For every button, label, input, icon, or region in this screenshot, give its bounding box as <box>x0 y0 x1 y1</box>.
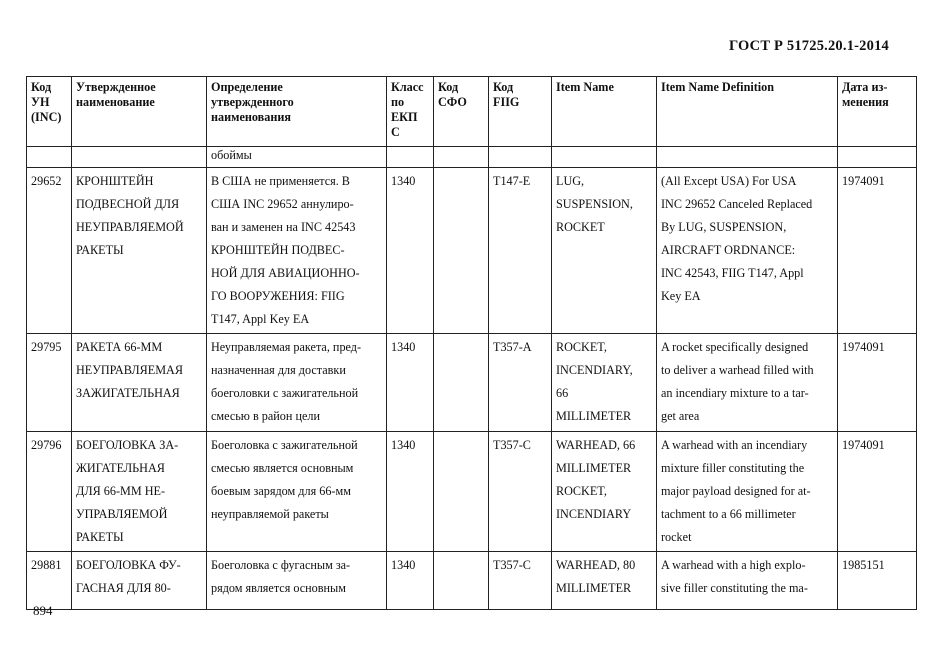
cell-line: УПРАВЛЯЕМОЙ <box>76 507 168 521</box>
cell-line: РАКЕТЫ <box>76 243 124 257</box>
item-name-cell <box>552 168 657 334</box>
continuation-row <box>27 147 917 168</box>
class-cell: 1340 <box>387 334 434 432</box>
col-def-ru-header <box>207 77 387 147</box>
header-line: Item Name <box>556 80 614 94</box>
header-line: Item Name Definition <box>661 80 775 94</box>
fiig-cell: T357-A <box>489 334 552 432</box>
definition-continuation: обоймы <box>207 147 387 168</box>
cell-line: major payload designed for at- <box>661 484 811 498</box>
cell-line: КРОНШТЕЙН <box>76 174 154 188</box>
col-fiig-header <box>489 77 552 147</box>
cell-line: РАКЕТЫ <box>76 530 124 544</box>
cell-line: назначенная для доставки <box>211 363 346 377</box>
cell-line: AIRCRAFT ORDNANCE: <box>661 243 796 257</box>
cell-line: США INC 29652 аннулиро- <box>211 197 354 211</box>
col-item-name-header <box>552 77 657 147</box>
cell-line: MILLIMETER <box>556 461 632 475</box>
table-row <box>27 334 917 432</box>
cell-line: ROCKET <box>556 220 605 234</box>
col-name-ru-header <box>72 77 207 147</box>
sfo-cell <box>434 552 489 610</box>
cell-line: БОЕГОЛОВКА ЗА- <box>76 438 179 452</box>
header-line: Код <box>493 80 514 94</box>
header-line: по <box>391 95 405 109</box>
name-ru-cell <box>72 432 207 552</box>
cell-line: НЕУПРАВЛЯЕМАЯ <box>76 363 183 377</box>
cell-line: ГО ВООРУЖЕНИЯ: FIIG <box>211 289 345 303</box>
cell-line: ЗАЖИГАТЕЛЬНАЯ <box>76 386 180 400</box>
sfo-cell <box>434 168 489 334</box>
header-line: FIIG <box>493 95 520 109</box>
cell-line: A warhead with an incendiary <box>661 438 808 452</box>
definition-ru-cell <box>207 168 387 334</box>
cell-line: WARHEAD, 80 <box>556 558 636 572</box>
cell-line: смесью в район цели <box>211 409 320 423</box>
header-line: утвержденного <box>211 95 294 109</box>
sfo-cell <box>434 334 489 432</box>
table-header-row <box>27 77 917 147</box>
page-number: 894 <box>33 603 53 618</box>
date-cell: 1974091 <box>838 432 917 552</box>
class-cell: 1340 <box>387 432 434 552</box>
cell-line: sive filler constituting the ma- <box>661 581 808 595</box>
fiig-cell: T357-C <box>489 552 552 610</box>
cell-line: to deliver a warhead filled with <box>661 363 814 377</box>
table-row <box>27 432 917 552</box>
date-cell: 1974091 <box>838 168 917 334</box>
cell-line: ДЛЯ 66-ММ НЕ- <box>76 484 166 498</box>
cell-line: Боеголовка с фугасным за- <box>211 558 351 572</box>
table-row <box>27 168 917 334</box>
header-line: менения <box>842 95 889 109</box>
cell-line: ROCKET, <box>556 340 607 354</box>
header-line: наименования <box>211 110 291 124</box>
nomenclature-table <box>26 76 917 610</box>
header-line: ЕКП <box>391 110 418 124</box>
cell-line: боеголовки с зажигательной <box>211 386 359 400</box>
item-name-cell <box>552 334 657 432</box>
item-name-cell <box>552 552 657 610</box>
definition-ru-cell <box>207 552 387 610</box>
header-line: СФО <box>438 95 467 109</box>
cell-line: боевым зарядом для 66-мм <box>211 484 351 498</box>
cell-line: A rocket specifically designed <box>661 340 809 354</box>
document-header: ГОСТ Р 51725.20.1-2014 <box>728 38 889 54</box>
header-line: Определение <box>211 80 283 94</box>
cell-line: rocket <box>661 530 692 544</box>
item-definition-cell <box>657 432 838 552</box>
cell-line: ГАСНАЯ ДЛЯ 80- <box>76 581 171 595</box>
cell-line: неуправляемой ракеты <box>211 507 329 521</box>
cell-line: mixture filler constituting the <box>661 461 805 475</box>
cell-line: WARHEAD, 66 <box>556 438 636 452</box>
table-row <box>27 552 917 610</box>
item-name-cell <box>552 432 657 552</box>
sfo-cell <box>434 432 489 552</box>
cell-line: INC 29652 Canceled Replaced <box>661 197 813 211</box>
cell-line: MILLIMETER <box>556 409 632 423</box>
cell-line: КРОНШТЕЙН ПОДВЕС- <box>211 243 345 257</box>
cell-line: By LUG, SUSPENSION, <box>661 220 787 234</box>
cell-line: INCENDIARY, <box>556 363 633 377</box>
cell-line: SUSPENSION, <box>556 197 633 211</box>
inc-cell: 29795 <box>27 334 72 432</box>
cell-line: НОЙ ДЛЯ АВИАЦИОННО- <box>211 266 360 280</box>
col-date-header <box>838 77 917 147</box>
header-line: наименование <box>76 95 155 109</box>
header-line: Класс <box>391 80 424 94</box>
header-line: УН <box>31 95 50 109</box>
cell-line: T147, Appl Key EA <box>211 312 310 326</box>
cell-line: ROCKET, <box>556 484 607 498</box>
cell-line: НЕУПРАВЛЯЕМОЙ <box>76 220 184 234</box>
cell-line: рядом является основным <box>211 581 346 595</box>
definition-ru-cell <box>207 334 387 432</box>
col-sfo-header <box>434 77 489 147</box>
item-definition-cell <box>657 168 838 334</box>
class-cell: 1340 <box>387 168 434 334</box>
header-line: Код <box>31 80 52 94</box>
date-cell: 1974091 <box>838 334 917 432</box>
header-line: Дата из- <box>842 80 888 94</box>
class-cell: 1340 <box>387 552 434 610</box>
date-cell: 1985151 <box>838 552 917 610</box>
header-line: Утвержденное <box>76 80 156 94</box>
col-class-header <box>387 77 434 147</box>
cell-line: LUG, <box>556 174 585 188</box>
name-ru-cell <box>72 552 207 610</box>
cell-line: РАКЕТА 66-ММ <box>76 340 163 354</box>
cell-line: ПОДВЕСНОЙ ДЛЯ <box>76 197 180 211</box>
cell-line: (All Except USA) For USA <box>661 174 797 188</box>
cell-line: INCENDIARY <box>556 507 632 521</box>
name-ru-cell <box>72 334 207 432</box>
inc-cell: 29652 <box>27 168 72 334</box>
cell-line: tachment to a 66 millimeter <box>661 507 796 521</box>
item-definition-cell <box>657 552 838 610</box>
name-ru-cell <box>72 168 207 334</box>
definition-ru-cell <box>207 432 387 552</box>
cell-line: Неуправляемая ракета, пред- <box>211 340 362 354</box>
header-line: С <box>391 125 400 139</box>
fiig-cell: T357-C <box>489 432 552 552</box>
cell-line: get area <box>661 409 700 423</box>
inc-cell: 29796 <box>27 432 72 552</box>
cell-line: БОЕГОЛОВКА ФУ- <box>76 558 181 572</box>
fiig-cell: T147-E <box>489 168 552 334</box>
cell-line: Боеголовка с зажигательной <box>211 438 358 452</box>
cell-line: ван и заменен на INC 42543 <box>211 220 356 234</box>
cell-line: 66 <box>556 386 569 400</box>
col-item-def-header <box>657 77 838 147</box>
header-line: Код <box>438 80 459 94</box>
cell-line: MILLIMETER <box>556 581 632 595</box>
cell-line: ЖИГАТЕЛЬНАЯ <box>76 461 165 475</box>
cell-line: A warhead with a high explo- <box>661 558 806 572</box>
cell-line: an incendiary mixture to a tar- <box>661 386 809 400</box>
inc-cell: 29881 <box>27 552 72 610</box>
col-inc-header <box>27 77 72 147</box>
cell-line: INC 42543, FIIG T147, Appl <box>661 266 804 280</box>
cell-line: смесью является основным <box>211 461 354 475</box>
cell-line: В США не применяется. В <box>211 174 350 188</box>
header-line: (INC) <box>31 110 62 124</box>
cell-line: Key EA <box>661 289 701 303</box>
item-definition-cell <box>657 334 838 432</box>
